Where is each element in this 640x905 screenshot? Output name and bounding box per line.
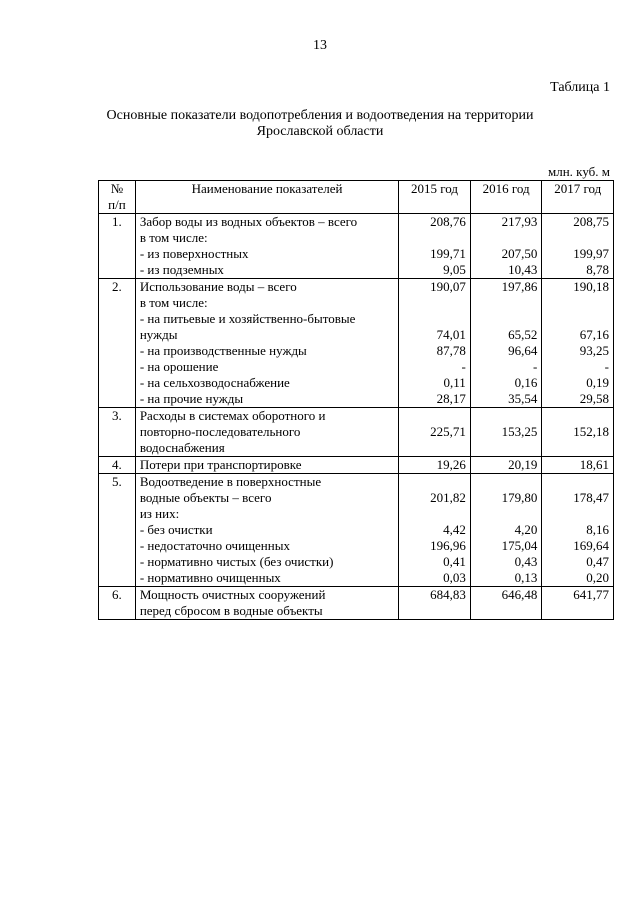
value-2015 <box>399 457 471 474</box>
value-line <box>546 506 609 522</box>
value-line: 196,96 <box>430 538 466 553</box>
row-number: 4. <box>99 457 136 474</box>
value-2016 <box>470 279 542 408</box>
value-line: 175,04 <box>501 538 538 553</box>
value-line: - <box>604 359 609 374</box>
indicator-line: в том числе: <box>139 295 208 310</box>
value-line <box>403 506 466 522</box>
value-2017 <box>542 474 614 587</box>
value-2016 <box>470 408 542 457</box>
table-body <box>99 214 614 620</box>
indicator-line: - нормативно чистых (без очистки) <box>139 554 334 569</box>
value-line: - <box>461 359 466 374</box>
value-line: 9,05 <box>443 262 466 277</box>
value-2017 <box>542 457 614 474</box>
value-line: 190,18 <box>573 279 609 294</box>
indicator-name <box>135 474 398 587</box>
indicator-name <box>135 587 398 620</box>
value-line: 93,25 <box>579 343 609 358</box>
value-line: 67,16 <box>579 327 609 342</box>
value-2015 <box>399 474 471 587</box>
value-line: 0,43 <box>514 554 538 569</box>
value-line <box>475 311 538 327</box>
indicator-line: Мощность очистных сооружений <box>139 587 326 602</box>
value-line: 0,11 <box>443 375 466 390</box>
header-2016: 2016 год <box>470 181 542 214</box>
indicator-line: - на орошение <box>139 359 219 374</box>
value-line <box>475 230 538 246</box>
indicator-line: нужды <box>139 327 178 342</box>
value-line: 4,42 <box>443 522 466 537</box>
value-line: 4,20 <box>514 522 538 537</box>
indicator-line: - нормативно очищенных <box>139 570 281 585</box>
row-number: 6. <box>99 587 136 620</box>
value-2016 <box>470 587 542 620</box>
indicator-name <box>135 214 398 279</box>
value-line <box>546 474 609 490</box>
document-title <box>60 108 580 140</box>
value-line: - <box>533 359 538 374</box>
value-line <box>546 408 609 424</box>
value-line: 169,64 <box>573 538 609 553</box>
value-2015 <box>399 279 471 408</box>
value-2016 <box>470 457 542 474</box>
value-line: 20,19 <box>508 457 538 472</box>
value-line: 641,77 <box>573 587 609 602</box>
indicator-line: Потери при транспортировке <box>139 457 302 472</box>
value-line: 10,43 <box>508 262 538 277</box>
indicator-name <box>135 408 398 457</box>
value-line <box>546 295 609 311</box>
value-line <box>546 230 609 246</box>
indicator-name <box>135 279 398 408</box>
header-num-line-2: п/п <box>108 197 126 212</box>
value-line: 8,78 <box>586 262 609 277</box>
indicator-name <box>135 457 398 474</box>
table-row <box>99 214 614 279</box>
value-line: 87,78 <box>436 343 466 358</box>
value-line: 0,13 <box>514 570 538 585</box>
value-line: 153,25 <box>501 424 538 439</box>
value-line: 208,75 <box>573 214 609 229</box>
value-line: 96,64 <box>508 343 538 358</box>
value-line: 8,16 <box>586 522 609 537</box>
value-line: 152,18 <box>573 424 609 439</box>
indicators-table <box>98 180 614 620</box>
value-line <box>403 230 466 246</box>
indicator-line: повторно-последовательного <box>139 424 301 439</box>
value-line <box>475 408 538 424</box>
value-line <box>475 474 538 490</box>
value-line: 199,97 <box>573 246 609 261</box>
value-line <box>403 408 466 424</box>
indicator-line: Забор воды из водных объектов – всего <box>139 214 358 229</box>
header-name: Наименование показателей <box>135 181 398 214</box>
value-2015 <box>399 587 471 620</box>
value-line <box>475 295 538 311</box>
title-line-2: Ярославской области <box>256 124 384 139</box>
page-number: 13 <box>313 38 327 53</box>
table-row <box>99 408 614 457</box>
value-line: 207,50 <box>501 246 538 261</box>
value-line: 225,71 <box>430 424 466 439</box>
value-line: 179,80 <box>501 490 538 505</box>
value-line <box>403 474 466 490</box>
value-line: 646,48 <box>501 587 538 602</box>
value-line: 197,86 <box>501 279 538 294</box>
value-line: 0,03 <box>443 570 466 585</box>
value-line: 19,26 <box>436 457 466 472</box>
value-line <box>403 295 466 311</box>
value-line: 0,41 <box>443 554 466 569</box>
indicator-line: Использование воды – всего <box>139 279 297 294</box>
indicator-line: Расходы в системах оборотного и <box>139 408 326 423</box>
value-2015 <box>399 408 471 457</box>
value-line: 0,20 <box>586 570 609 585</box>
value-line: 28,17 <box>436 391 466 406</box>
value-line <box>403 311 466 327</box>
value-line <box>475 440 538 456</box>
value-line: 35,54 <box>508 391 538 406</box>
table-label: Таблица 1 <box>550 80 610 95</box>
value-line: 201,82 <box>430 490 466 505</box>
indicator-line: водоснабжения <box>139 440 225 455</box>
row-number: 3. <box>99 408 136 457</box>
value-line: 65,52 <box>508 327 538 342</box>
value-line: 0,19 <box>586 375 609 390</box>
header-num <box>99 181 136 214</box>
table-row <box>99 587 614 620</box>
row-number: 5. <box>99 474 136 587</box>
table-row <box>99 457 614 474</box>
value-line: 208,76 <box>430 214 466 229</box>
header-2015: 2015 год <box>399 181 471 214</box>
value-2016 <box>470 214 542 279</box>
indicator-line: - без очистки <box>139 522 213 537</box>
indicator-line: - из поверхностных <box>139 246 249 261</box>
value-line: 190,07 <box>430 279 466 294</box>
value-2017 <box>542 587 614 620</box>
value-line: 178,47 <box>573 490 609 505</box>
value-2017 <box>542 279 614 408</box>
value-line <box>546 440 609 456</box>
value-line <box>403 440 466 456</box>
value-line <box>475 506 538 522</box>
indicator-line: в том числе: <box>139 230 208 245</box>
indicator-line: из них: <box>139 506 180 521</box>
table-row <box>99 474 614 587</box>
value-line: 0,16 <box>514 375 538 390</box>
table-row <box>99 279 614 408</box>
indicator-line: - на прочие нужды <box>139 391 244 406</box>
row-number: 1. <box>99 214 136 279</box>
value-2017 <box>542 408 614 457</box>
units-label: млн. куб. м <box>548 164 610 179</box>
indicator-line: - на сельхозводоснабжение <box>139 375 290 390</box>
header-num-line-1: № <box>110 181 124 196</box>
indicator-line: - недостаточно очищенных <box>139 538 290 553</box>
value-line: 74,01 <box>436 327 466 342</box>
indicator-line: перед сбросом в водные объекты <box>139 603 323 618</box>
value-2015 <box>399 214 471 279</box>
header-2017: 2017 год <box>542 181 614 214</box>
indicator-line: Водоотведение в поверхностные <box>139 474 322 489</box>
value-line: 217,93 <box>501 214 538 229</box>
indicator-line: - на питьевые и хозяйственно-бытовые <box>139 311 356 326</box>
title-line-1: Основные показатели водопотребления и водоотведения на территории <box>106 108 534 123</box>
value-2017 <box>542 214 614 279</box>
table-header-row <box>99 181 614 214</box>
indicator-line: водные объекты – всего <box>139 490 272 505</box>
value-line: 0,47 <box>586 554 609 569</box>
row-number: 2. <box>99 279 136 408</box>
value-line <box>546 311 609 327</box>
indicator-line: - на производственные нужды <box>139 343 307 358</box>
value-line: 199,71 <box>430 246 466 261</box>
value-line: 684,83 <box>430 587 466 602</box>
value-line: 18,61 <box>579 457 609 472</box>
value-2016 <box>470 474 542 587</box>
value-line: 29,58 <box>579 391 609 406</box>
indicator-line: - из подземных <box>139 262 224 277</box>
